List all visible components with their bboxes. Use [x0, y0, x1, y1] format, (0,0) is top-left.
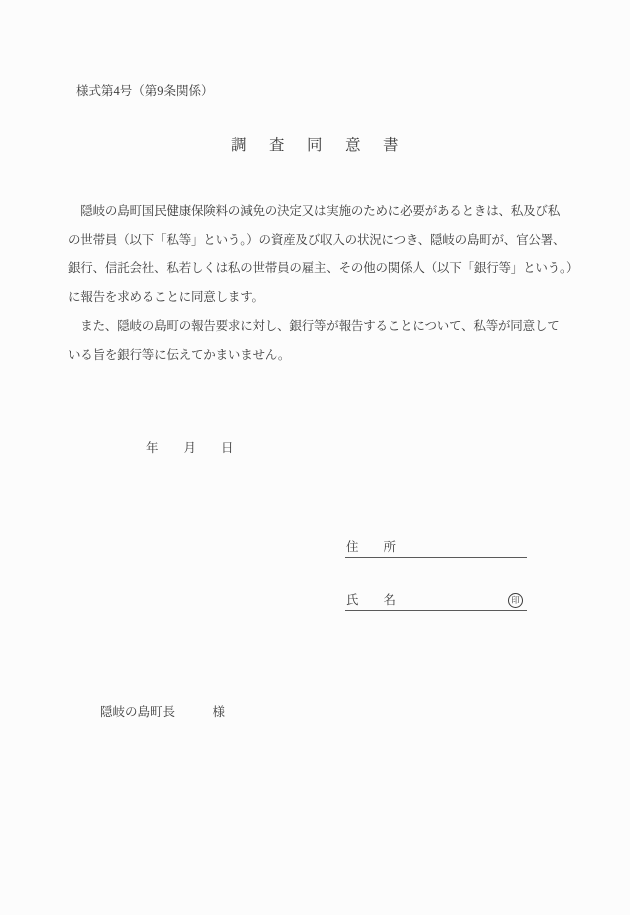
- body-text: [68, 197, 608, 369]
- name-label: 氏 名: [346, 593, 397, 607]
- seal-mark-icon: 印: [508, 593, 523, 608]
- body-line: 隠岐の島町国民健康保険料の減免の決定又は実施のために必要があるときは、私及び私: [68, 204, 561, 218]
- address-fill-in-field: [345, 536, 527, 558]
- body-line: に報告を求めることに同意します。: [68, 290, 264, 305]
- body-line: 銀行、信託会社、私若しくは私の世帯員の雇主、その他の関係人（以下「銀行等」という。）: [68, 261, 579, 276]
- body-line: の世帯員（以下「私等」という。）の資産及び収入の状況につき、隠岐の島町が、官公署、: [68, 232, 566, 247]
- form-number-label: 様式第4号（第9条関係）: [76, 84, 214, 98]
- address-label: 住 所: [346, 540, 397, 554]
- body-line: いる旨を銀行等に伝えてかまいません。: [68, 347, 291, 362]
- name-fill-in-field: [345, 589, 527, 611]
- body-line: また、隠岐の島町の報告要求に対し、銀行等が報告することについて、私等が同意して: [68, 318, 560, 333]
- date-blank-line: 年 月 日: [146, 441, 234, 455]
- document-title: 調査同意書: [230, 137, 421, 154]
- addressee-line: 隠岐の島町長 様: [100, 705, 226, 719]
